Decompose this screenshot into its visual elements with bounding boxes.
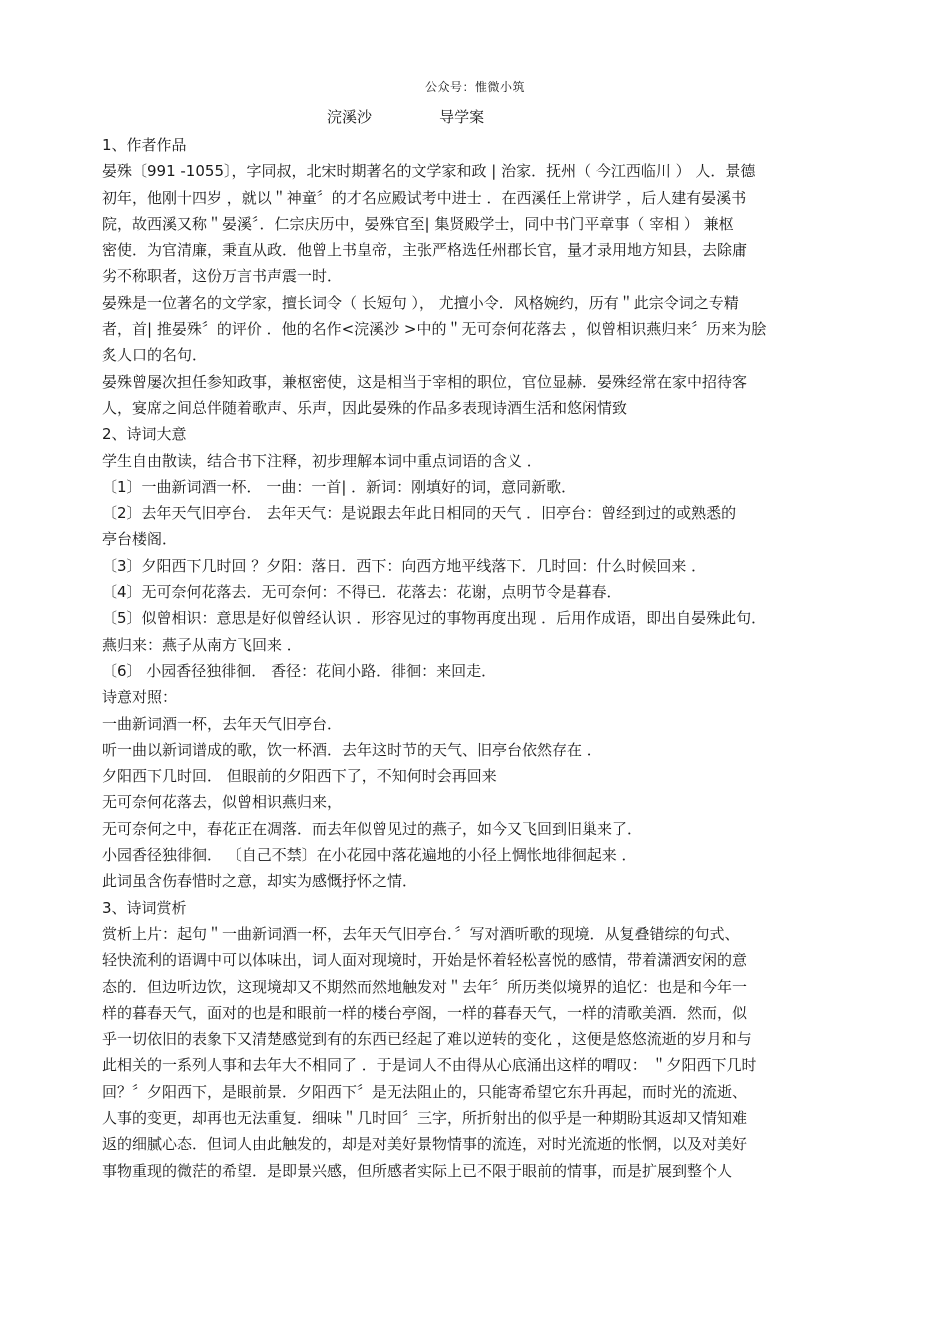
paragraph-line: 轻快流利的语调中可以体味出，词人面对现境时，开始是怀着轻松喜悦的感情，带着潇洒安闲的意 (102, 951, 748, 970)
poem-line: 小园香径独徘徊． 〔自己不禁〕在小花园中落花遍地的小径上惆怅地徘徊起来 ． (102, 846, 637, 865)
paragraph-line: 晏殊曾屡次担任参知政事，兼枢密使，这是相当于宰相的职位，官位显赫．晏殊经常在家中招待客 (102, 372, 748, 391)
poem-line: 夕阳西下几时回． 但眼前的夕阳西下了，不知何时会再回来 (102, 767, 497, 786)
document-title: 浣溪沙 导学案 (327, 108, 485, 126)
annotation-line: 亭台楼阁． (102, 530, 178, 549)
annotation-line: 〔6〕 小园香径独徘徊． 香径：花间小路．徘徊：来回走． (102, 661, 497, 680)
paragraph-line: 回？〞夕阳西下，是眼前景．夕阳西下〞是无法阻止的，只能寄希望它东升再起，而时光的流逝、 (102, 1082, 748, 1101)
subheading-line: 诗意对照： (102, 688, 178, 707)
section-heading-meaning: 2、诗词大意 (102, 425, 187, 444)
paragraph-line: 劣不称职者，这份万言书声震一时． (102, 267, 343, 286)
annotation-line: 〔5〕似曾相识：意思是好似曾经认识 ．形容见过的事物再度出现 ．后用作成语，即出自晏殊此句． (102, 609, 767, 628)
section-poem-appreciation (102, 921, 850, 1184)
annotation-line: 〔1〕一曲新词酒一杯． 一曲：一首| ．新词：刚填好的词，意同新歌． (102, 477, 577, 496)
annotation-line: 〔3〕夕阳西下几时回 ？夕阳：落日．西下：向西方地平线落下．几时回：什么时候回来 ． (102, 556, 707, 575)
paragraph-line: 晏殊是一位著名的文学家，擅长词令（ 长短句 ）， 尤擅小令．风格婉约，历有＂此宗令词之专精 (102, 293, 739, 312)
translation-line: 听一曲以新词谱成的歌，饮一杯酒．去年这时节的天气、旧亭台依然存在 ． (102, 740, 602, 759)
annotation-line: 〔2〕去年天气旧亭台． 去年天气：是说跟去年此日相同的天气 ．旧亭台：曾经到过的或熟悉的 (102, 504, 737, 523)
paragraph-line: 赏析上片：起句＂一曲新词酒一杯，去年天气旧亭台．〞写对酒听歌的现境．从复叠错综的句式、 (102, 924, 740, 943)
paragraph-line: 人，宴席之间总伴随着歌声、乐声，因此晏殊的作品多表现诗酒生活和悠闲情致 (102, 398, 628, 417)
paragraph-line: 炙人口的名句． (102, 346, 208, 365)
paragraph-line: 返的细腻心态．但词人由此触发的，却是对美好景物情事的流连，对时光流逝的怅惘，以及对美好 (102, 1135, 748, 1154)
paragraph-line: 者，首| 推晏殊〞的评价 ．他的名作<浣溪沙 >中的＂无可奈何花落去 ，似曾相识燕归来〞历来为脍 (102, 320, 767, 339)
section-author-works (102, 158, 850, 421)
paragraph-line: 事物重现的微茫的希望．是即景兴感，但所感者实际上已不限于眼前的情事，而是扩展到整个人 (102, 1161, 733, 1180)
paragraph-line: 样的暮春天气，面对的也是和眼前一样的楼台亭阁，一样的暮春天气，一样的清歌美酒．然而，似 (102, 1003, 748, 1022)
paragraph-line: 初年，他刚十四岁 ，就以＂神童〞的才名应殿试考中进士 ．在西溪任上常讲学 ，后人建有晏溪书 (102, 188, 747, 207)
section-heading-author: 1、作者作品 (102, 136, 187, 154)
header-note: 公众号：惟微小筑 (424, 80, 525, 94)
translation-line: 无可奈何之中，春花正在凋落．而去年似曾见过的燕子，如今又飞回到旧巢来了． (102, 819, 643, 838)
poem-line: 无可奈何花落去，似曾相识燕归来， (102, 793, 343, 812)
section-poem-meaning (102, 448, 850, 895)
paragraph-line: 态的．但边听边饮，这现境却又不期然而然地触发对＂去年〞所历类似境界的追忆：也是和今年一 (102, 977, 748, 996)
paragraph-line: 晏殊〔991 -1055〕，字同叔，北宋时期著名的文学家和政 | 治家．抚州（ 今江西临川 ） 人．景德 (102, 162, 756, 181)
section-heading-appreciation: 3、诗词赏析 (102, 898, 187, 917)
paragraph-line: 学生自由散读，结合书下注释，初步理解本词中重点词语的含义 ． (102, 451, 542, 470)
paragraph-line: 人事的变更，却再也无法重复．细味＂几时回〞三字，所折射出的似乎是一种期盼其返却又情知难 (102, 1108, 748, 1127)
annotation-line: 燕归来：燕子从南方飞回来 ． (102, 635, 302, 654)
paragraph-line: 此词虽含伤春惜时之意，却实为感慨抒怀之情． (102, 872, 418, 891)
paragraph-line: 院，故西溪又称＂晏溪〞．仁宗庆历中，晏殊官至| 集贤殿学士，同中书门平章事（ 宰相 ） 兼枢 (102, 214, 734, 233)
annotation-line: 〔4〕无可奈何花落去．无可奈何：不得已．花落去：花谢，点明节令是暮春． (102, 583, 622, 602)
paragraph-line: 密使．为官清廉，秉直从政．他曾上书皇帝，主张严格选任州郡长官，量才录用地方知县，去除庸 (102, 241, 748, 260)
paragraph-line: 乎一切依旧的表象下又清楚感觉到有的东西已经起了难以逆转的变化 ，这便是悠悠流逝的岁月和与 (102, 1030, 752, 1049)
paragraph-line: 此相关的一系列人事和去年大不相同了 ．于是词人不由得从心底涌出这样的喟叹： ＂夕阳西下几时 (102, 1056, 757, 1075)
poem-line: 一曲新词酒一杯，去年天气旧亭台． (102, 714, 343, 733)
document-body (102, 132, 850, 1184)
